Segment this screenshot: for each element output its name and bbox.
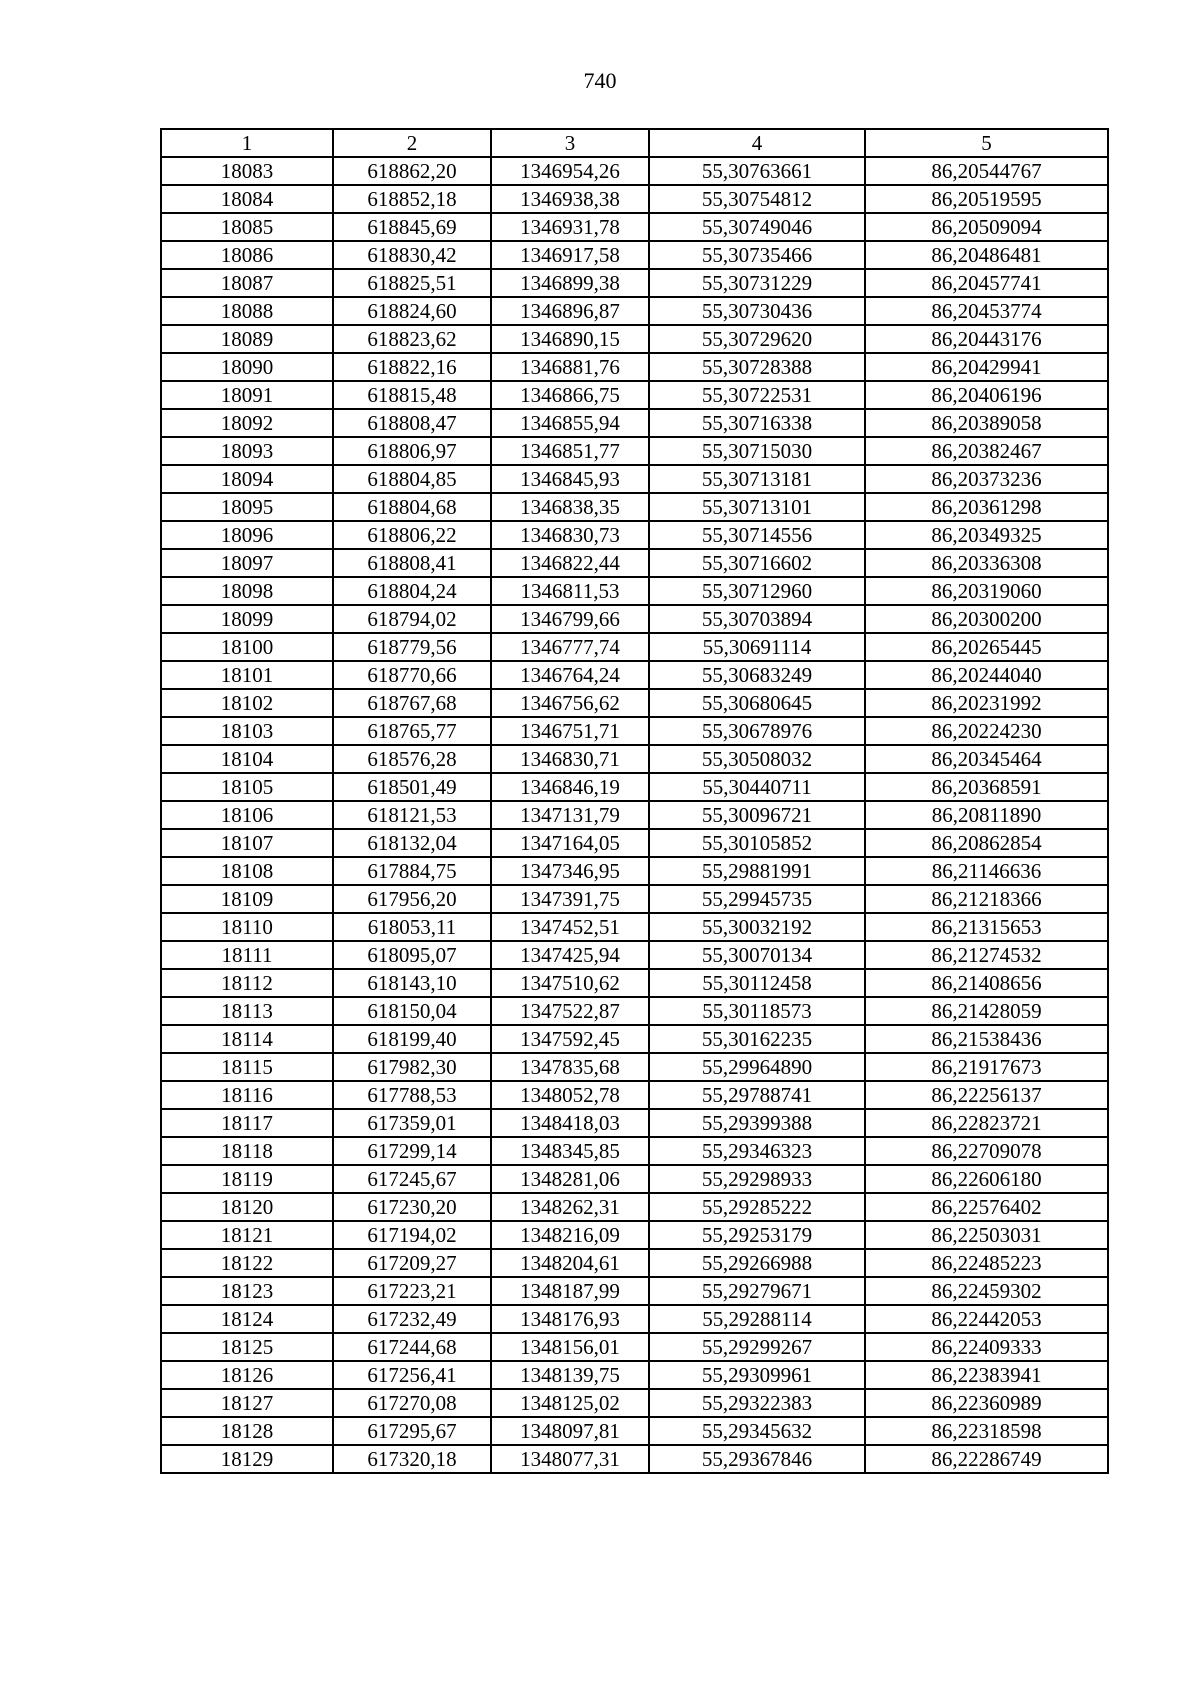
- table-cell-col5: 86,22360989: [865, 1389, 1108, 1417]
- table-row: [161, 213, 1108, 241]
- table-cell-col4: 55,30731229: [649, 269, 865, 297]
- table-cell-col5: 86,22318598: [865, 1417, 1108, 1445]
- table-row: [161, 633, 1108, 661]
- table-cell-col5: 86,20349325: [865, 521, 1108, 549]
- table-cell-col3: 1347592,45: [491, 1025, 649, 1053]
- table-row: [161, 269, 1108, 297]
- table-row: [161, 1389, 1108, 1417]
- table-cell-col4: 55,29345632: [649, 1417, 865, 1445]
- table-cell-col2: 617295,67: [333, 1417, 491, 1445]
- table-row: [161, 661, 1108, 689]
- table-row: [161, 1305, 1108, 1333]
- table-cell-col3: 1348097,81: [491, 1417, 649, 1445]
- table-cell-col1: 18083: [161, 157, 333, 185]
- table-cell-col1: 18123: [161, 1277, 333, 1305]
- table-cell-col3: 1346799,66: [491, 605, 649, 633]
- table-cell-col3: 1347346,95: [491, 857, 649, 885]
- table-cell-col3: 1348281,06: [491, 1165, 649, 1193]
- table-cell-col4: 55,30763661: [649, 157, 865, 185]
- table-cell-col2: 618804,24: [333, 577, 491, 605]
- table-cell-col1: 18122: [161, 1249, 333, 1277]
- table-cell-col3: 1346846,19: [491, 773, 649, 801]
- table-cell-col5: 86,20457741: [865, 269, 1108, 297]
- table-cell-col2: 618199,40: [333, 1025, 491, 1053]
- table-cell-col1: 18124: [161, 1305, 333, 1333]
- table-row: [161, 241, 1108, 269]
- table-cell-col4: 55,29964890: [649, 1053, 865, 1081]
- table-cell-col2: 618808,47: [333, 409, 491, 437]
- table-cell-col5: 86,20486481: [865, 241, 1108, 269]
- table-cell-col4: 55,30722531: [649, 381, 865, 409]
- table-cell-col1: 18103: [161, 717, 333, 745]
- table-cell-col3: 1348077,31: [491, 1445, 649, 1473]
- table-row: [161, 941, 1108, 969]
- table-cell-col2: 617299,14: [333, 1137, 491, 1165]
- table-row: [161, 1053, 1108, 1081]
- table-cell-col3: 1347452,51: [491, 913, 649, 941]
- table-row: [161, 493, 1108, 521]
- table-cell-col2: 618852,18: [333, 185, 491, 213]
- table-cell-col2: 618576,28: [333, 745, 491, 773]
- table-cell-col1: 18126: [161, 1361, 333, 1389]
- table-cell-col4: 55,30703894: [649, 605, 865, 633]
- table-cell-col2: 618765,77: [333, 717, 491, 745]
- table-cell-col1: 18088: [161, 297, 333, 325]
- table-cell-col2: 617788,53: [333, 1081, 491, 1109]
- table-cell-col1: 18099: [161, 605, 333, 633]
- table-cell-col5: 86,22383941: [865, 1361, 1108, 1389]
- table-row: [161, 1137, 1108, 1165]
- table-row: [161, 549, 1108, 577]
- table-cell-col4: 55,29253179: [649, 1221, 865, 1249]
- table-cell-col2: 618121,53: [333, 801, 491, 829]
- table-cell-col5: 86,20389058: [865, 409, 1108, 437]
- table-cell-col4: 55,30712960: [649, 577, 865, 605]
- table-cell-col1: 18127: [161, 1389, 333, 1417]
- table-cell-col3: 1347522,87: [491, 997, 649, 1025]
- table-cell-col1: 18106: [161, 801, 333, 829]
- table-cell-col1: 18091: [161, 381, 333, 409]
- table-cell-col3: 1346917,58: [491, 241, 649, 269]
- table-cell-col3: 1346851,77: [491, 437, 649, 465]
- table-cell-col5: 86,20544767: [865, 157, 1108, 185]
- table-row: [161, 885, 1108, 913]
- table-cell-col3: 1348156,01: [491, 1333, 649, 1361]
- table-cell-col3: 1347164,05: [491, 829, 649, 857]
- table-cell-col1: 18113: [161, 997, 333, 1025]
- table-cell-col5: 86,22286749: [865, 1445, 1108, 1473]
- table-cell-col1: 18125: [161, 1333, 333, 1361]
- table-cell-col3: 1346845,93: [491, 465, 649, 493]
- table-cell-col4: 55,30440711: [649, 773, 865, 801]
- table-cell-col2: 618862,20: [333, 157, 491, 185]
- coordinates-table: [160, 128, 1109, 1474]
- table-cell-col2: 618779,56: [333, 633, 491, 661]
- table-cell-col5: 86,20382467: [865, 437, 1108, 465]
- table-cell-col3: 1346896,87: [491, 297, 649, 325]
- table-cell-col3: 1346751,71: [491, 717, 649, 745]
- table-cell-col4: 55,29285222: [649, 1193, 865, 1221]
- table-cell-col5: 86,20443176: [865, 325, 1108, 353]
- table-cell-col5: 86,20519595: [865, 185, 1108, 213]
- table-cell-col1: 18105: [161, 773, 333, 801]
- table-row: [161, 1165, 1108, 1193]
- table-cell-col5: 86,22503031: [865, 1221, 1108, 1249]
- table-cell-col4: 55,29367846: [649, 1445, 865, 1473]
- table-cell-col2: 618804,68: [333, 493, 491, 521]
- table-cell-col4: 55,30096721: [649, 801, 865, 829]
- table-cell-col5: 86,20509094: [865, 213, 1108, 241]
- table-cell-col2: 618794,02: [333, 605, 491, 633]
- table-cell-col5: 86,22256137: [865, 1081, 1108, 1109]
- table-cell-col3: 1346777,74: [491, 633, 649, 661]
- table-cell-col1: 18120: [161, 1193, 333, 1221]
- table-cell-col5: 86,20862854: [865, 829, 1108, 857]
- table-cell-col4: 55,30749046: [649, 213, 865, 241]
- table-cell-col4: 55,30508032: [649, 745, 865, 773]
- table-cell-col5: 86,22409333: [865, 1333, 1108, 1361]
- table-cell-col4: 55,29266988: [649, 1249, 865, 1277]
- table-cell-col4: 55,30683249: [649, 661, 865, 689]
- table-row: [161, 1025, 1108, 1053]
- table-cell-col4: 55,30754812: [649, 185, 865, 213]
- table-cell-col3: 1346899,38: [491, 269, 649, 297]
- table-cell-col1: 18102: [161, 689, 333, 717]
- table-cell-col2: 618845,69: [333, 213, 491, 241]
- table-cell-col1: 18096: [161, 521, 333, 549]
- table-cell-col3: 1346822,44: [491, 549, 649, 577]
- table-row: [161, 521, 1108, 549]
- table-cell-col5: 86,20336308: [865, 549, 1108, 577]
- table-cell-col3: 1346756,62: [491, 689, 649, 717]
- table-cell-col5: 86,22485223: [865, 1249, 1108, 1277]
- table-cell-col1: 18101: [161, 661, 333, 689]
- table-cell-col5: 86,22576402: [865, 1193, 1108, 1221]
- table-cell-col4: 55,29299267: [649, 1333, 865, 1361]
- table-row: [161, 801, 1108, 829]
- table-row: [161, 297, 1108, 325]
- table-cell-col5: 86,20231992: [865, 689, 1108, 717]
- table-row: [161, 1249, 1108, 1277]
- table-cell-col3: 1346855,94: [491, 409, 649, 437]
- table-cell-col3: 1346764,24: [491, 661, 649, 689]
- table-cell-col3: 1348125,02: [491, 1389, 649, 1417]
- table-row: [161, 969, 1108, 997]
- table-row: [161, 913, 1108, 941]
- table-row: [161, 997, 1108, 1025]
- table-cell-col2: 618804,85: [333, 465, 491, 493]
- table-cell-col2: 617359,01: [333, 1109, 491, 1137]
- table-cell-col1: 18089: [161, 325, 333, 353]
- table-cell-col5: 86,21274532: [865, 941, 1108, 969]
- table-cell-col2: 617194,02: [333, 1221, 491, 1249]
- table-cell-col3: 1346811,53: [491, 577, 649, 605]
- table-cell-col4: 55,30716338: [649, 409, 865, 437]
- table-cell-col4: 55,30032192: [649, 913, 865, 941]
- table-cell-col3: 1348139,75: [491, 1361, 649, 1389]
- table-cell-col1: 18086: [161, 241, 333, 269]
- table-cell-col1: 18109: [161, 885, 333, 913]
- table-row: [161, 465, 1108, 493]
- table-cell-col2: 618830,42: [333, 241, 491, 269]
- table-cell-col4: 55,30730436: [649, 297, 865, 325]
- table-cell-col2: 618825,51: [333, 269, 491, 297]
- table-cell-col1: 18097: [161, 549, 333, 577]
- table-cell-col1: 18104: [161, 745, 333, 773]
- table-cell-col2: 617956,20: [333, 885, 491, 913]
- header-cell-3: 3: [491, 129, 649, 157]
- table-cell-col2: 617244,68: [333, 1333, 491, 1361]
- table-cell-col4: 55,29945735: [649, 885, 865, 913]
- table-cell-col4: 55,30678976: [649, 717, 865, 745]
- table-cell-col4: 55,30162235: [649, 1025, 865, 1053]
- table-cell-col5: 86,20319060: [865, 577, 1108, 605]
- table-cell-col1: 18119: [161, 1165, 333, 1193]
- table-cell-col2: 617320,18: [333, 1445, 491, 1473]
- table-row: [161, 577, 1108, 605]
- table-cell-col1: 18107: [161, 829, 333, 857]
- table-cell-col1: 18087: [161, 269, 333, 297]
- table-cell-col3: 1347510,62: [491, 969, 649, 997]
- table-cell-col3: 1348216,09: [491, 1221, 649, 1249]
- table-cell-col3: 1346838,35: [491, 493, 649, 521]
- table-body: [161, 157, 1108, 1473]
- table-cell-col2: 617982,30: [333, 1053, 491, 1081]
- table-cell-col3: 1348052,78: [491, 1081, 649, 1109]
- table-cell-col4: 55,30713181: [649, 465, 865, 493]
- table-cell-col4: 55,30716602: [649, 549, 865, 577]
- table-cell-col1: 18118: [161, 1137, 333, 1165]
- table-cell-col5: 86,20373236: [865, 465, 1108, 493]
- table-cell-col1: 18092: [161, 409, 333, 437]
- table-cell-col4: 55,30728388: [649, 353, 865, 381]
- table-cell-col5: 86,20224230: [865, 717, 1108, 745]
- table-cell-col3: 1347835,68: [491, 1053, 649, 1081]
- table-cell-col1: 18117: [161, 1109, 333, 1137]
- table-cell-col2: 618143,10: [333, 969, 491, 997]
- table-row: [161, 381, 1108, 409]
- table-cell-col2: 618150,04: [333, 997, 491, 1025]
- table-row: [161, 409, 1108, 437]
- table-cell-col3: 1346890,15: [491, 325, 649, 353]
- table-cell-col3: 1346830,71: [491, 745, 649, 773]
- table-cell-col1: 18121: [161, 1221, 333, 1249]
- table-cell-col2: 618824,60: [333, 297, 491, 325]
- header-cell-1: 1: [161, 129, 333, 157]
- table-cell-col5: 86,20265445: [865, 633, 1108, 661]
- table-row: [161, 1109, 1108, 1137]
- table-cell-col1: 18084: [161, 185, 333, 213]
- table-cell-col2: 618806,97: [333, 437, 491, 465]
- table-cell-col1: 18128: [161, 1417, 333, 1445]
- table-cell-col5: 86,20300200: [865, 605, 1108, 633]
- header-row: [161, 129, 1108, 157]
- table-cell-col3: 1347425,94: [491, 941, 649, 969]
- table-cell-col4: 55,30105852: [649, 829, 865, 857]
- table-row: [161, 689, 1108, 717]
- table-cell-col4: 55,30729620: [649, 325, 865, 353]
- table-cell-col2: 617223,21: [333, 1277, 491, 1305]
- table-cell-col5: 86,22459302: [865, 1277, 1108, 1305]
- table-cell-col1: 18090: [161, 353, 333, 381]
- table-cell-col4: 55,30118573: [649, 997, 865, 1025]
- table-cell-col2: 617884,75: [333, 857, 491, 885]
- table-cell-col3: 1348204,61: [491, 1249, 649, 1277]
- table-row: [161, 1361, 1108, 1389]
- table-cell-col5: 86,22606180: [865, 1165, 1108, 1193]
- table-cell-col2: 617209,27: [333, 1249, 491, 1277]
- table-row: [161, 829, 1108, 857]
- table-cell-col4: 55,29346323: [649, 1137, 865, 1165]
- table-cell-col4: 55,30070134: [649, 941, 865, 969]
- table-cell-col4: 55,29298933: [649, 1165, 865, 1193]
- table-cell-col5: 86,21218366: [865, 885, 1108, 913]
- table-cell-col4: 55,29288114: [649, 1305, 865, 1333]
- table-cell-col5: 86,22442053: [865, 1305, 1108, 1333]
- table-cell-col1: 18093: [161, 437, 333, 465]
- table-row: [161, 325, 1108, 353]
- table-cell-col3: 1346881,76: [491, 353, 649, 381]
- table-row: [161, 1081, 1108, 1109]
- header-cell-2: 2: [333, 129, 491, 157]
- table-cell-col4: 55,29322383: [649, 1389, 865, 1417]
- table-cell-col2: 617245,67: [333, 1165, 491, 1193]
- table-cell-col5: 86,20453774: [865, 297, 1108, 325]
- table-cell-col4: 55,30715030: [649, 437, 865, 465]
- table-cell-col1: 18114: [161, 1025, 333, 1053]
- table-cell-col5: 86,22709078: [865, 1137, 1108, 1165]
- table-cell-col4: 55,29309961: [649, 1361, 865, 1389]
- table-cell-col2: 618095,07: [333, 941, 491, 969]
- table-cell-col3: 1346866,75: [491, 381, 649, 409]
- table-cell-col2: 618770,66: [333, 661, 491, 689]
- table-cell-col1: 18111: [161, 941, 333, 969]
- table-cell-col1: 18116: [161, 1081, 333, 1109]
- table-row: [161, 857, 1108, 885]
- table-cell-col5: 86,21917673: [865, 1053, 1108, 1081]
- table-cell-col5: 86,20406196: [865, 381, 1108, 409]
- table-row: [161, 1277, 1108, 1305]
- table-cell-col1: 18100: [161, 633, 333, 661]
- table-cell-col1: 18098: [161, 577, 333, 605]
- table-row: [161, 1445, 1108, 1473]
- table-cell-col2: 618806,22: [333, 521, 491, 549]
- table-cell-col2: 618053,11: [333, 913, 491, 941]
- table-cell-col4: 55,30714556: [649, 521, 865, 549]
- table-cell-col2: 618822,16: [333, 353, 491, 381]
- table-cell-col3: 1348262,31: [491, 1193, 649, 1221]
- table-cell-col1: 18115: [161, 1053, 333, 1081]
- page-number: 740: [583, 68, 617, 93]
- table-cell-col5: 86,20429941: [865, 353, 1108, 381]
- table-row: [161, 773, 1108, 801]
- table-cell-col2: 617270,08: [333, 1389, 491, 1417]
- table-row: [161, 745, 1108, 773]
- table-cell-col3: 1346931,78: [491, 213, 649, 241]
- table-cell-col4: 55,29399388: [649, 1109, 865, 1137]
- table-cell-col4: 55,30112458: [649, 969, 865, 997]
- table-cell-col5: 86,22823721: [865, 1109, 1108, 1137]
- table-cell-col2: 618808,41: [333, 549, 491, 577]
- table-row: [161, 1193, 1108, 1221]
- table-cell-col3: 1347391,75: [491, 885, 649, 913]
- table-cell-col5: 86,21315653: [865, 913, 1108, 941]
- table-row: [161, 437, 1108, 465]
- table-cell-col3: 1346954,26: [491, 157, 649, 185]
- table-cell-col4: 55,29881991: [649, 857, 865, 885]
- table-row: [161, 185, 1108, 213]
- table-cell-col3: 1347131,79: [491, 801, 649, 829]
- table-cell-col3: 1348345,85: [491, 1137, 649, 1165]
- table-cell-col5: 86,21538436: [865, 1025, 1108, 1053]
- table-cell-col5: 86,20361298: [865, 493, 1108, 521]
- table-header: [161, 129, 1108, 157]
- table-cell-col2: 617230,20: [333, 1193, 491, 1221]
- header-cell-5: 5: [865, 129, 1108, 157]
- table-cell-col3: 1348187,99: [491, 1277, 649, 1305]
- table-cell-col5: 86,21428059: [865, 997, 1108, 1025]
- table-cell-col4: 55,30713101: [649, 493, 865, 521]
- table-cell-col1: 18110: [161, 913, 333, 941]
- table-cell-col1: 18108: [161, 857, 333, 885]
- table-cell-col2: 618132,04: [333, 829, 491, 857]
- table-cell-col1: 18095: [161, 493, 333, 521]
- table-cell-col1: 18112: [161, 969, 333, 997]
- table-row: [161, 353, 1108, 381]
- table-cell-col4: 55,29279671: [649, 1277, 865, 1305]
- table-cell-col2: 618767,68: [333, 689, 491, 717]
- table-cell-col2: 618815,48: [333, 381, 491, 409]
- table-cell-col5: 86,21408656: [865, 969, 1108, 997]
- table-row: [161, 1221, 1108, 1249]
- table-cell-col5: 86,21146636: [865, 857, 1108, 885]
- table-row: [161, 157, 1108, 185]
- table-cell-col2: 617256,41: [333, 1361, 491, 1389]
- table-cell-col3: 1346938,38: [491, 185, 649, 213]
- table-cell-col2: 617232,49: [333, 1305, 491, 1333]
- table-cell-col4: 55,29788741: [649, 1081, 865, 1109]
- table-cell-col4: 55,30691114: [649, 633, 865, 661]
- table-cell-col3: 1348176,93: [491, 1305, 649, 1333]
- table-row: [161, 605, 1108, 633]
- table-cell-col5: 86,20811890: [865, 801, 1108, 829]
- table-cell-col4: 55,30735466: [649, 241, 865, 269]
- table-cell-col1: 18085: [161, 213, 333, 241]
- table-row: [161, 1333, 1108, 1361]
- table-cell-col2: 618823,62: [333, 325, 491, 353]
- table-cell-col5: 86,20244040: [865, 661, 1108, 689]
- table-row: [161, 717, 1108, 745]
- table-row: [161, 1417, 1108, 1445]
- table-cell-col5: 86,20345464: [865, 745, 1108, 773]
- table-cell-col1: 18094: [161, 465, 333, 493]
- table-cell-col3: 1348418,03: [491, 1109, 649, 1137]
- table-cell-col5: 86,20368591: [865, 773, 1108, 801]
- header-cell-4: 4: [649, 129, 865, 157]
- table-cell-col4: 55,30680645: [649, 689, 865, 717]
- table-cell-col2: 618501,49: [333, 773, 491, 801]
- table-cell-col1: 18129: [161, 1445, 333, 1473]
- table-cell-col3: 1346830,73: [491, 521, 649, 549]
